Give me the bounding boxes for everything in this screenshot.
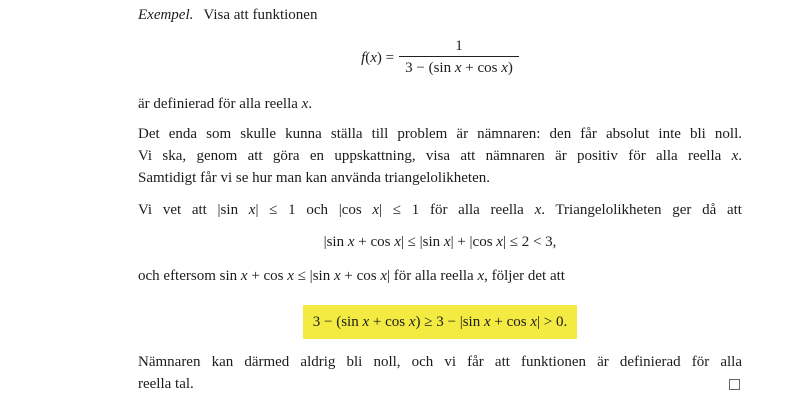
defined-for-all-line: är definierad för alla reella x. xyxy=(138,96,313,112)
triangle-inequality-text: |sin x + cos x| ≤ |sin x| + |cos x| ≤ 2 < 3, xyxy=(323,234,557,250)
problem-paragraph-line2: Vi ska, genom att göra en uppskattning, visa att nämnaren är positiv för alla reella x. xyxy=(138,148,742,164)
fraction xyxy=(399,36,519,79)
fraction-numerator: 1 xyxy=(455,38,463,54)
example-label: Exempel. xyxy=(138,7,194,23)
eftersom-paragraph: och eftersom sin x + cos x ≤ |sin x + cos x| för alla reella x, följer det att xyxy=(138,268,565,284)
example-title: Visa att funktionen xyxy=(203,7,318,23)
conclusion-formula-row xyxy=(138,305,742,339)
formula-lhs: f(x) = xyxy=(361,49,395,66)
final-paragraph-line1: Nämnaren kan därmed aldrig bli noll, och vi får att funktionen är definierad för alla xyxy=(138,354,742,370)
final-paragraph-line2-text: reella tal. xyxy=(138,376,194,392)
we-know-paragraph: Vi vet att |sin x| ≤ 1 och |cos x| ≤ 1 för alla reella x. Triangelolikheten ger då att xyxy=(138,202,742,218)
triangle-inequality-formula xyxy=(138,231,742,253)
function-definition-formula xyxy=(138,36,742,79)
problem-paragraph-line1: Det enda som skulle kunna ställa till problem är nämnaren: den får absolut inte bli noll. xyxy=(138,126,742,142)
example-heading xyxy=(138,4,742,26)
conclusion-highlight: 3 − (sin x + cos x) ≥ 3 − |sin x + cos x| > 0. xyxy=(303,305,578,339)
final-paragraph-line2 xyxy=(138,373,742,395)
problem-paragraph xyxy=(138,123,742,189)
problem-paragraph-line3: Samtidigt får vi se hur man kan använda triangelolikheten. xyxy=(138,170,490,186)
fraction-denominator: 3 − (sin x + cos x) xyxy=(399,56,519,79)
final-paragraph xyxy=(138,351,742,395)
qed-box-icon xyxy=(729,379,740,390)
